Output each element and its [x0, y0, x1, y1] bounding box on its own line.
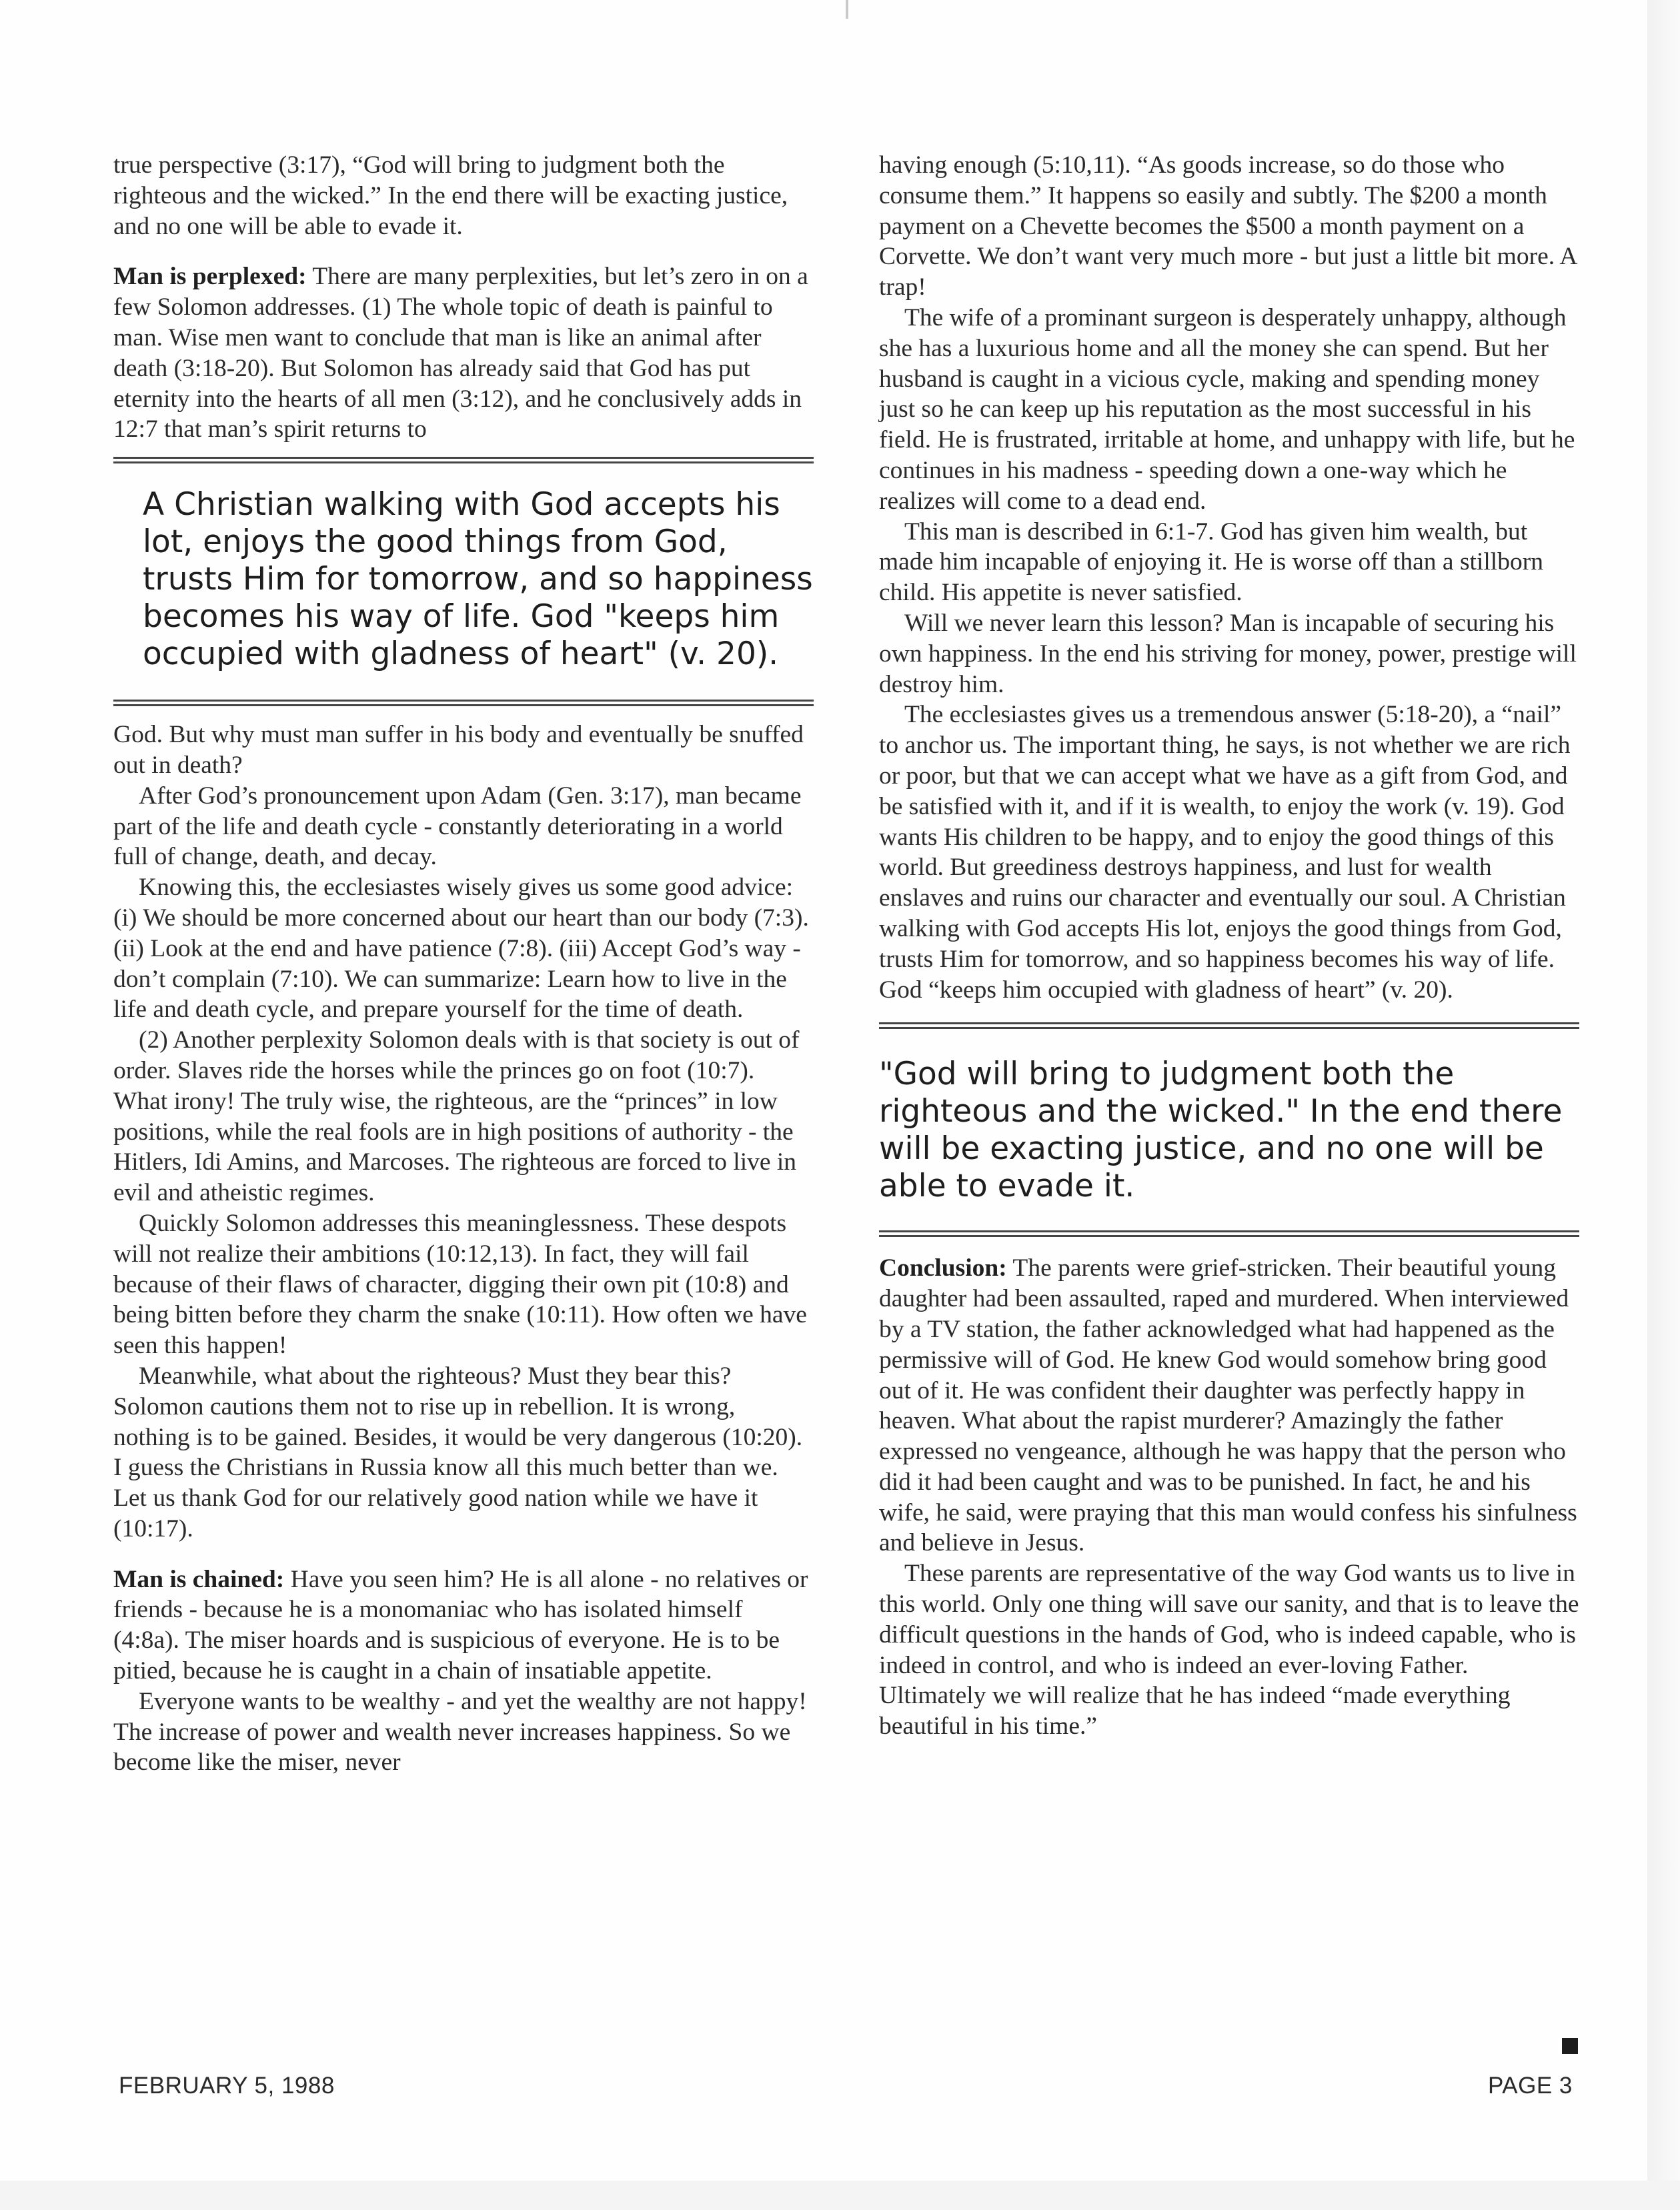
divider-rule [879, 1022, 1579, 1029]
section-heading: Conclusion: [879, 1254, 1007, 1282]
section-text: Have you seen him? He is all alone - no relatives or friends - because he is a monomaniac who has isolated himself (4:8a). The miser hoards and is suspicious of everyone. He is to be pitied, because he is caught in a chain of insatiable appetite. [113, 1565, 808, 1685]
divider-rule [113, 700, 814, 706]
paragraph-man-is-perplexed [113, 261, 814, 445]
left-column [113, 150, 814, 1778]
paragraph: having enough (5:10,11). “As goods increase, so do those who consume them.” It happens so easily and subtly. The $200 a month payment on a Chevette becomes the $500 a month payment on a Corvette. We don’t want very much more - but just a little bit more. A trap! [879, 151, 1577, 301]
divider-rule [113, 457, 814, 463]
pull-quote: A Christian walking with God accepts his lot, enjoys the good things from God, trusts Him for tomorrow, and so happiness becomes his way of life. God "keeps him occupied with gladness of heart" (v. 20). [143, 486, 813, 673]
scan-mark-top [846, 0, 848, 19]
footer-page-number: PAGE 3 [1488, 2073, 1573, 2099]
footer-date: FEBRUARY 5, 1988 [119, 2073, 335, 2099]
paragraph: The wife of a prominant surgeon is desperately unhappy, although she has a luxurious home and all the money she can spend. But her husband is caught in a vicious cycle, making and spending money just so he can keep up his reputation as the most successful in his field. He is frustrated, irritable at home, and unhappy with life, but he continues in his madness - speeding down a one-way which he realizes will come to a dead end. [879, 303, 1575, 515]
paragraph: Will we never learn this lesson? Man is incapable of securing his own happiness. In the end his striving for money, power, prestige will destroy him. [879, 609, 1577, 698]
paragraph: After God’s pronouncement upon Adam (Gen. 3:17), man became part of the life and death cycle - constantly deteriorating in a world full of change, death, and decay. [113, 782, 802, 871]
paragraph: These parents are representative of the way God wants us to live in this world. Only one thing will save our sanity, and that is to leave the difficult questions in the hands of God, who is indeed capable, who is indeed in control, and who is indeed an ever-loving Father. Ultimately we will realize that he has indeed “made everything beautiful in his time.” [879, 1560, 1579, 1741]
divider-rule [879, 1230, 1579, 1237]
end-of-article-mark [1562, 2038, 1578, 2054]
section-text: The parents were grief-stricken. Their beautiful young daughter had been assaulted, raped and murdered. When interviewed by a TV station, the father acknowledged what had happened as the permissive will of God. He knew God would somehow bring good out of it. He was confident their daughter was perfectly happy in heaven. What about the rapist murderer? Amazingly the father expressed no vengeance, although he was happy that the person who did it had been caught and was to be punished. In fact, he and his wife, he said, were praying that this man would confess his sinfulness and believe in Jesus. [879, 1254, 1577, 1557]
scan-edge-right [1647, 0, 1680, 2210]
paragraph: This man is described in 6:1-7. God has given him wealth, but made him incapable of enjoying it. He is worse off than a stillborn child. His appetite is never satisfied. [879, 517, 1543, 607]
paragraph: Quickly Solomon addresses this meaninglessness. These despots will not realize their ambitions (10:12,13). In fact, they will fail because of their flaws of character, digging their own pit (10:8) and being bitten before they charm the snake (10:11). How often we have seen this happen! [113, 1209, 807, 1360]
paragraph: Meanwhile, what about the righteous? Must they bear this? Solomon cautions them not to rise up in rebellion. It is wrong, nothing is to be gained. Besides, it would be very dangerous (10:20). I guess the Christians in Russia know all this much better than we. Let us thank God for our relatively good nation while we have it (10:17). [113, 1362, 803, 1542]
paragraph: God. But why must man suffer in his body and eventually be snuffed out in death? [113, 721, 804, 779]
paragraph: The ecclesiastes gives us a tremendous answer (5:18-20), a “nail” to anchor us. The important thing, he says, is not whether we are rich or poor, but that we can accept what we have as a gift from God, and be satisfied with it, and if it is wealth, to enjoy the work (v. 19). God wants His children to be happy, and to enjoy the good things of this world. But greediness destroys happiness, and lust for wealth enslaves and ruins our character and eventually our soul. A Christian walking with God accepts His lot, enjoys the good things from God, trusts Him for tomorrow, and so happiness becomes his way of life. God “keeps him occupied with gladness of heart” (v. 20). [879, 701, 1571, 1004]
section-heading: Man is perplexed: [113, 263, 307, 291]
right-column [879, 150, 1579, 1742]
paragraph: true perspective (3:17), “God will bring to judgment both the righteous and the wicked.” In the end there will be exacting justice, and no one will be able to evade it. [113, 151, 788, 240]
section-heading: Man is chained: [113, 1565, 285, 1593]
pull-quote: "God will bring to judgment both the righteous and the wicked." In the end there will be exacting justice, and no one will be able to evade it. [879, 1056, 1563, 1205]
paragraph-man-is-chained [113, 1564, 814, 1687]
section-text: There are many perplexities, but let’s zero in on a few Solomon addresses. (1) The whole topic of death is painful to man. Wise men want to conclude that man is like an animal after death (3:18-20). But Solomon has already said that God has put eternity into the hearts of all men (3:12), and he conclusively adds in 12:7 that man’s spirit returns to [113, 263, 808, 443]
paragraph: Knowing this, the ecclesiastes wisely gives us some good advice: (i) We should be more concerned about our heart than our body (7:3). (ii) Look at the end and have patience (7:8). (iii) Accept God’s way - don’t complain (7:10). We can summarize: Learn how to live in the life and death cycle, and prepare yourself for the time of death. [113, 874, 809, 1024]
paragraph: Everyone wants to be wealthy - and yet the wealthy are not happy! The increase of power and wealth never increases happiness. So we become like the miser, never [113, 1687, 807, 1777]
paragraph: (2) Another perplexity Solomon deals with is that society is out of order. Slaves ride the horses while the princes go on foot (10:7). What irony! The truly wise, the righteous, are the “princes” in low positions, while the real fools are in high positions of authority - the Hitlers, Idi Amins, and Marcoses. The righteous are forced to live in evil and atheistic regimes. [113, 1026, 800, 1207]
scan-edge-bottom [0, 2181, 1680, 2210]
paragraph-conclusion [879, 1253, 1579, 1558]
